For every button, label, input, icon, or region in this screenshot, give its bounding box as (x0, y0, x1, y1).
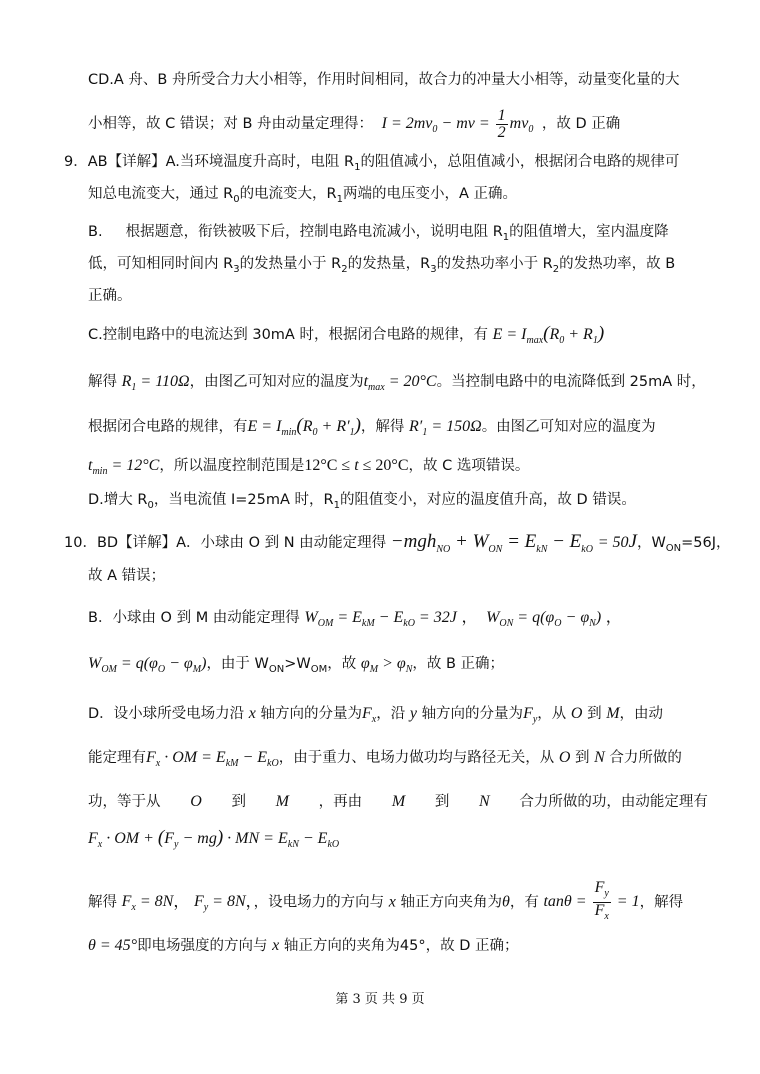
tmin-value: $t_{min} = 12^\circ C$ (88, 457, 160, 478)
text-span: ，由于重力、电场力做功均与路径无关，从 (278, 750, 555, 766)
text-line (88, 184, 517, 210)
text-span: 即电场强度的方向与 (137, 938, 268, 954)
text-span: 正确。 (88, 288, 132, 304)
text-span: ，故 C 选项错误。 (408, 458, 530, 474)
subscript: 3 (233, 263, 240, 275)
subscript: OM (310, 663, 328, 675)
text-span: 两端的电压变小，A 正确。 (343, 186, 518, 202)
fy-value: $F_y = 8N$ (193, 893, 246, 914)
text-span: ，由于 W (206, 656, 269, 672)
text-line: θ = 45°即电场强度的方向与 x 轴正方向的夹角为45°，故 D 正确； (88, 937, 519, 954)
subscript: 3 (430, 263, 437, 275)
text-span: 解得 (88, 374, 117, 390)
subscript: 2 (341, 263, 348, 275)
subscript: 0 (147, 499, 154, 511)
text-span: 轴正方向的夹角为45°，故 D 正确； (283, 938, 519, 954)
text-span: CD.A 舟、B 舟所受合力大小相等，作用时间相同，故合力的冲量大小相等，动量变化量的大 (88, 72, 680, 88)
work-on-equation: $W_{ON} = q(\varphi_O - \varphi_N)$ (486, 609, 602, 630)
text-line (88, 416, 656, 443)
text-span: 轴方向的分量为 (260, 706, 362, 722)
text-span: ，沿 (376, 706, 406, 722)
total-energy-equation: $F_x$ · OM + $(F_y - mg)$ · MN = $E_{kN} - E_{kO}$ (88, 827, 340, 851)
text-span: 。当控制电路中的电流降低到 25mA 时， (436, 374, 706, 390)
text-span: ，故 D 正确 (541, 116, 621, 133)
text-span: 知总电流变大，通过 R (88, 186, 234, 202)
text-line: 能定理有$F_x$ · OM = $E_{kM} - E_{kO}$，由于重力、电场力做功均与路径无关，从 O 到 N 合力所做的 (88, 749, 682, 770)
text-line (88, 828, 339, 855)
r1prime-value: $R'_1 = 150\Omega$ (409, 418, 482, 439)
text-span: 的发热功率小于 R (436, 256, 553, 272)
circuit-equation-min: $E = I_{min}(R_0 + R'_1)$ (247, 415, 361, 439)
text-span: ，从 (537, 706, 567, 722)
circuit-equation-max: $E = I_{max}(R_0 + R_1)$ (492, 323, 605, 347)
text-span: ，由图乙可知对应的温度为 (189, 374, 364, 390)
energy-equation-on: $-mgh_{NO} + W_{ON} = E_{kN} - E_{kO} = 50J$ (390, 531, 637, 555)
text-span: ，W (636, 535, 666, 551)
text-line (88, 566, 165, 586)
subscript: 1 (354, 161, 361, 173)
text-span: 低，可知相同时间内 R (88, 256, 234, 272)
text-span: 10．BD【详解】A．小球由 O 到 N 由动能定理得 (64, 535, 387, 551)
text-span: =56J， (681, 535, 731, 551)
energy-equation-om: $W_{OM} = E_{kM} - E_{kO} = 32J$ (304, 609, 457, 630)
temperature-range: 12°C ≤ t ≤ 20°C (304, 457, 409, 474)
subscript: 0 (233, 193, 240, 205)
text-span: 能定理有 (88, 750, 146, 766)
text-span: ，有 (509, 894, 539, 911)
page-footer: 第 3 页 共 9 页 (335, 992, 425, 1007)
text-span: 根据闭合电路的规律，有 (88, 419, 248, 435)
text-line (88, 70, 679, 90)
text-span: ，由动 (619, 706, 664, 722)
theta-value: θ = 45° (88, 937, 138, 954)
text-span: B. (88, 224, 103, 240)
text-line: D．设小球所受电场力沿 x 轴方向的分量为$F_x$，沿 y 轴方向的分量为$F_y$，从 O 到 M，由动 (88, 705, 664, 726)
subscript: ON (665, 542, 682, 554)
text-span: 到 (587, 706, 602, 722)
subscript: 1 (333, 499, 340, 511)
text-span: ，所以温度控制范围是 (159, 458, 305, 474)
text-span: 解得 (88, 894, 117, 911)
text-span: 到 (575, 750, 590, 766)
text-span: 轴方向的分量为 (421, 706, 524, 722)
text-line (64, 152, 679, 178)
text-span: 的阻值变小，对应的温度值升高，故 D 错误。 (339, 492, 636, 508)
text-span: 到 (434, 794, 450, 810)
text-span: ，当电流值 I=25mA 时，R (153, 492, 334, 508)
text-span: 的发热量小于 R (239, 256, 342, 272)
text-line (88, 254, 675, 280)
text-line (88, 222, 669, 248)
fy-symbol: $F_y$ (523, 705, 538, 726)
text-span: ，故 B 正确； (412, 656, 505, 672)
tmax-value: $t_{max} = 20^\circ C$ (363, 373, 437, 394)
text-span: B．小球由 O 到 M 由动能定理得 (88, 610, 300, 626)
text-span: 的阻值减小，总阻值减小，根据闭合电路的规律可 (360, 154, 680, 170)
text-span: ，故 (327, 656, 357, 672)
text-span: ，解得 (639, 894, 684, 911)
text-line (88, 286, 132, 306)
potential-comparison: $\varphi_M > \varphi_N$ (360, 655, 413, 676)
fx-value: $F_x = 8N$ (121, 893, 174, 914)
text-span: D.增大 R (88, 492, 148, 508)
text-line (88, 372, 706, 398)
text-line: 功，等于从 O 到 M ，再由 M 到 N 合力所做的功，由动能定理有 (88, 793, 708, 810)
text-line: B．小球由 O 到 M 由动能定理得 $W_{OM} = E_{kM} - E_{kO} = 32J$ ， $W_{ON} = q(\varphi_O - \varphi_N)$ ， (88, 609, 622, 630)
text-line: 解得 $F_x = 8N$， $F_y = 8N$，，设电场力的方向与 x 轴正方向夹角为θ，有 tanθ = $\frac{F_y}{F_x}$ = 1，解得 (88, 879, 684, 923)
subscript: 2 (552, 263, 560, 275)
text-span: 的发热功率，故 B (559, 256, 676, 272)
text-span: 。由图乙可知对应的温度为 (481, 419, 656, 435)
r1-value: $R_1 = 110\Omega$ (121, 373, 190, 394)
impulse-equation: $I = 2mv_0$ − mv = $\frac{1}{2}$ $mv_0$ (377, 107, 534, 141)
text-span: ，设电场力的方向与 (253, 894, 385, 911)
text-line (88, 654, 504, 680)
text-line (88, 324, 604, 351)
tangent-equation: tanθ = $\frac{F_y}{F_x}$ = 1 (543, 879, 640, 923)
subscript: ON (268, 663, 285, 675)
work-om-equation: $W_{OM} = q(\varphi_O - \varphi_M)$ (88, 655, 207, 676)
text-span: 的电流变大，R (239, 186, 337, 202)
text-span: D．设小球所受电场力沿 (88, 706, 245, 722)
text-span: 根据题意，衔铁被吸下后，控制电路电流减小，说明电阻 R (125, 224, 503, 240)
text-span: ，解得 (360, 419, 405, 435)
text-span: 故 A 错误； (88, 568, 166, 584)
text-span: 功，等于从 (88, 794, 161, 810)
text-span: ，再由 (318, 794, 363, 810)
text-span: 合力所做的功，由动能定理有 (519, 794, 708, 810)
fx-om-equation: $F_x$ · OM = $E_{kM} - E_{kO}$ (146, 749, 279, 770)
fx-symbol: $F_x$ (362, 705, 377, 726)
text-line (88, 456, 529, 482)
subscript: 1 (502, 231, 510, 243)
text-span: 小相等，故 C 错误；对 B 舟由动量定理得： (88, 116, 374, 133)
text-span: 的阻值增大，室内温度降 (509, 224, 669, 240)
text-line (64, 530, 731, 562)
subscript: 1 (336, 193, 344, 205)
text-line (88, 108, 620, 142)
text-span: 到 (231, 794, 246, 810)
text-span: 合力所做的 (609, 750, 682, 766)
text-line (88, 490, 636, 516)
text-span: 轴正方向夹角为 (400, 894, 502, 911)
text-span: 9．AB【详解】A.当环境温度升高时，电阻 R (64, 154, 355, 170)
text-span: >W (284, 656, 311, 672)
text-span: 的发热量，R (347, 256, 431, 272)
text-span: C.控制电路中的电流达到 30mA 时，根据闭合电路的规律，有 (88, 327, 488, 343)
